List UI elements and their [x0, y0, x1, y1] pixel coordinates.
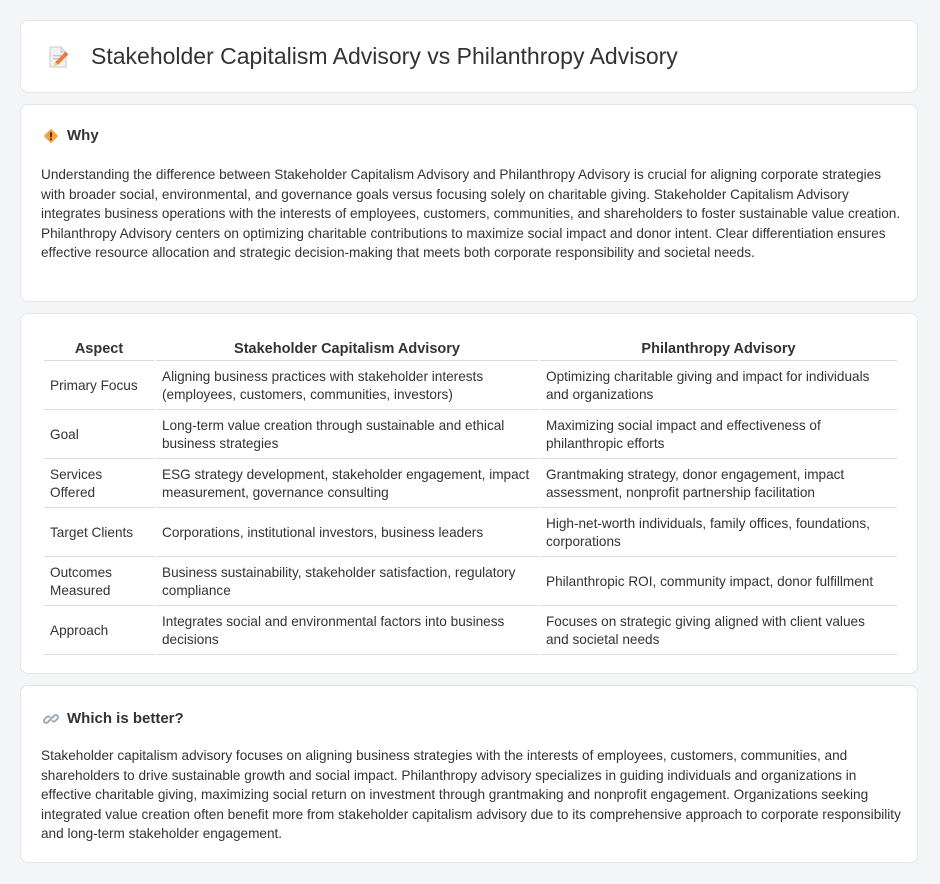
title-card	[20, 20, 918, 93]
header-aspect: Aspect	[44, 336, 154, 361]
row-stakeholder: Integrates social and environmental factors into business decisions	[156, 608, 538, 655]
table-row	[44, 461, 897, 508]
row-stakeholder: Business sustainability, stakeholder satisfaction, regulatory compliance	[156, 559, 538, 606]
table-row	[44, 510, 897, 557]
row-philanthropy: High-net-worth individuals, family offices, foundations, corporations	[540, 510, 897, 557]
row-aspect: Approach	[44, 608, 154, 655]
row-philanthropy: Maximizing social impact and effectiveness of philanthropic efforts	[540, 412, 897, 459]
row-philanthropy: Philanthropic ROI, community impact, donor fulfillment	[540, 559, 897, 606]
row-stakeholder: Long-term value creation through sustainable and ethical business strategies	[156, 412, 538, 459]
row-philanthropy: Optimizing charitable giving and impact for individuals and organizations	[540, 363, 897, 410]
row-philanthropy: Focuses on strategic giving aligned with client values and societal needs	[540, 608, 897, 655]
row-philanthropy: Grantmaking strategy, donor engagement, impact assessment, nonprofit partnership facilitation	[540, 461, 897, 508]
page-title: Stakeholder Capitalism Advisory vs Philanthropy Advisory	[91, 43, 678, 69]
better-body: Stakeholder capitalism advisory focuses on aligning business strategies with the interests of employees, customers, communities, and shareholders to drive sustainable growth and social impact. Philanthropy advisory specializes in guiding individuals and organizations in effective charitable giving, maximizing social return on investment through grantmaking and nonprofit engagement. Organizations seeking integrated value creation often benefit more from stakeholder capitalism advisory due to its comprehensive approach to corporate responsibility and long-term stakeholder engagement.	[41, 748, 901, 841]
table-row	[44, 412, 897, 459]
better-header	[43, 710, 184, 727]
comparison-section	[20, 313, 918, 674]
row-stakeholder: Aligning business practices with stakeholder interests (employees, customers, communities, investors)	[156, 363, 538, 410]
warning-diamond-icon	[43, 128, 59, 144]
row-aspect: Goal	[44, 412, 154, 459]
why-body: Understanding the difference between Stakeholder Capitalism Advisory and Philanthropy Advisory is crucial for aligning corporate strategies with broader social, environmental, and governance goals versus focusing solely on charitable giving. Stakeholder Capitalism Advisory integrates business operations with the interests of employees, customers, communities, and shareholders to foster sustainable value creation. Philanthropy Advisory centers on optimizing charitable contributions to maximize social impact and donor intent. Clear differentiation ensures effective resource allocation and strategic decision-making that meets both corporate responsibility and societal needs.	[41, 167, 901, 260]
why-section	[20, 104, 918, 302]
table-row	[44, 363, 897, 410]
row-aspect: Services Offered	[44, 461, 154, 508]
table-row	[44, 559, 897, 606]
comparison-table	[42, 334, 899, 657]
which-is-better-section	[20, 685, 918, 863]
row-stakeholder: Corporations, institutional investors, business leaders	[156, 510, 538, 557]
memo-pencil-icon	[47, 45, 69, 69]
header-stakeholder: Stakeholder Capitalism Advisory	[156, 336, 538, 361]
why-header	[43, 127, 99, 144]
row-aspect: Primary Focus	[44, 363, 154, 410]
table-row	[44, 608, 897, 655]
row-stakeholder: ESG strategy development, stakeholder engagement, impact measurement, governance consulting	[156, 461, 538, 508]
better-heading: Which is better?	[67, 710, 184, 727]
table-header-row	[44, 336, 897, 361]
link-icon	[43, 711, 59, 727]
title-row	[47, 43, 678, 70]
row-aspect: Outcomes Measured	[44, 559, 154, 606]
header-philanthropy: Philanthropy Advisory	[540, 336, 897, 361]
why-heading: Why	[67, 127, 99, 144]
row-aspect: Target Clients	[44, 510, 154, 557]
